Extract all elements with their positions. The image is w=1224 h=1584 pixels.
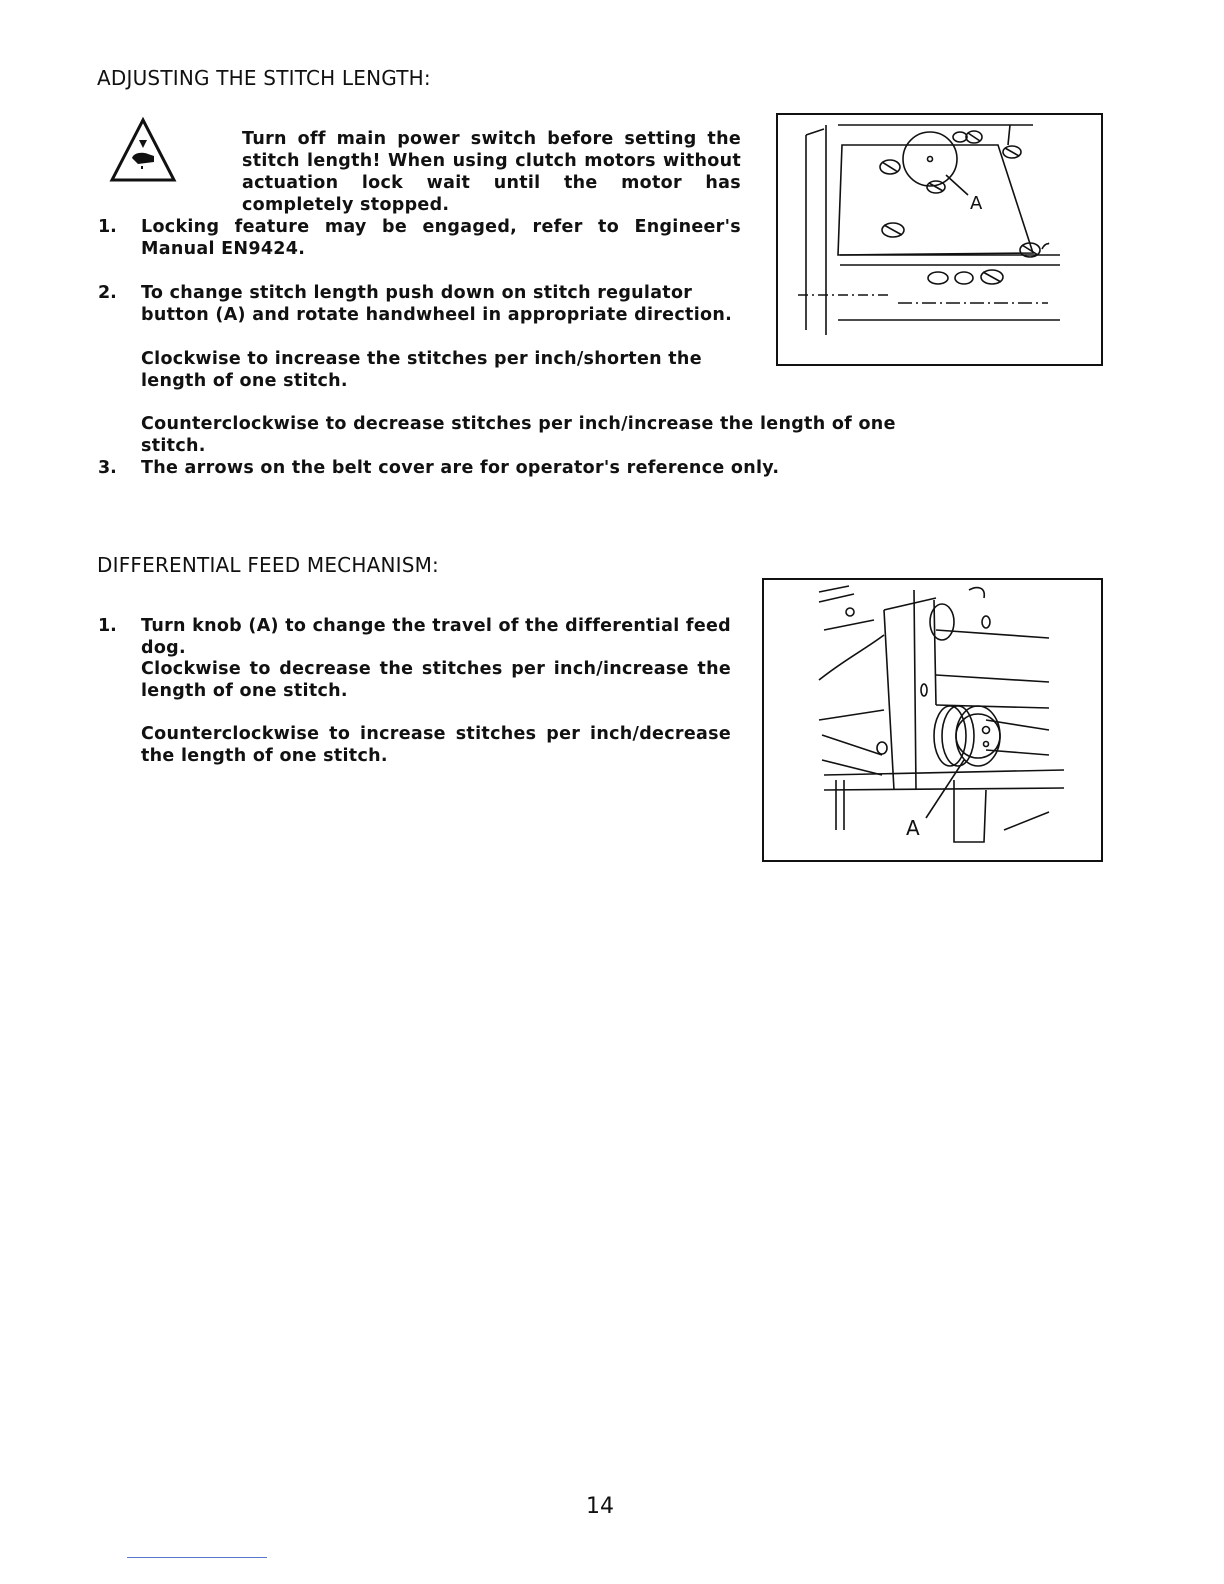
section-heading-stitch-length: ADJUSTING THE STITCH LENGTH: — [97, 66, 431, 90]
differential-feed-figure — [762, 578, 1103, 862]
feed-knob-drawing — [764, 580, 1101, 860]
step-number: 1. — [98, 616, 117, 636]
clockwise-instruction: Clockwise to increase the stitches per inch/shorten the length of one stitch. — [141, 349, 702, 391]
figure-label: A — [906, 816, 920, 840]
clockwise-instruction: Clockwise to decrease the stitches per inch/increase the length of one stitch. — [141, 659, 731, 701]
stitch-plate-drawing — [778, 115, 1101, 364]
stitch-regulator-figure — [776, 113, 1103, 366]
step-number: 1. — [98, 217, 117, 237]
warning-hand-icon — [108, 116, 178, 184]
figure-label: A — [970, 193, 983, 214]
counterclockwise-instruction: Counterclockwise to increase stitches per inch/decrease the length of one stitch. — [141, 724, 731, 766]
bottom-rule — [127, 1557, 267, 1558]
step-text-arrows: The arrows on the belt cover are for operator's reference only. — [141, 458, 780, 478]
counterclockwise-instruction: Counterclockwise to decrease stitches per inch/increase the length of one stitch. — [141, 414, 896, 456]
page-number: 14 — [586, 1494, 614, 1519]
step-number: 3. — [98, 458, 117, 478]
step-text-turn-knob: Turn knob (A) to change the travel of the differential feed dog. — [141, 616, 731, 658]
step-text-locking: Locking feature may be engaged, refer to Engineer's Manual EN9424. — [141, 217, 741, 259]
step-number: 2. — [98, 283, 117, 303]
warning-text: Turn off main power switch before setting the stitch length! When using clutch motors without actuation lock wait until the motor has completely stopped. — [242, 129, 741, 215]
step-text-change-length: To change stitch length push down on stitch regulator button (A) and rotate handwheel in appropriate direction. — [141, 283, 733, 325]
section-heading-differential-feed: DIFFERENTIAL FEED MECHANISM: — [97, 553, 439, 577]
